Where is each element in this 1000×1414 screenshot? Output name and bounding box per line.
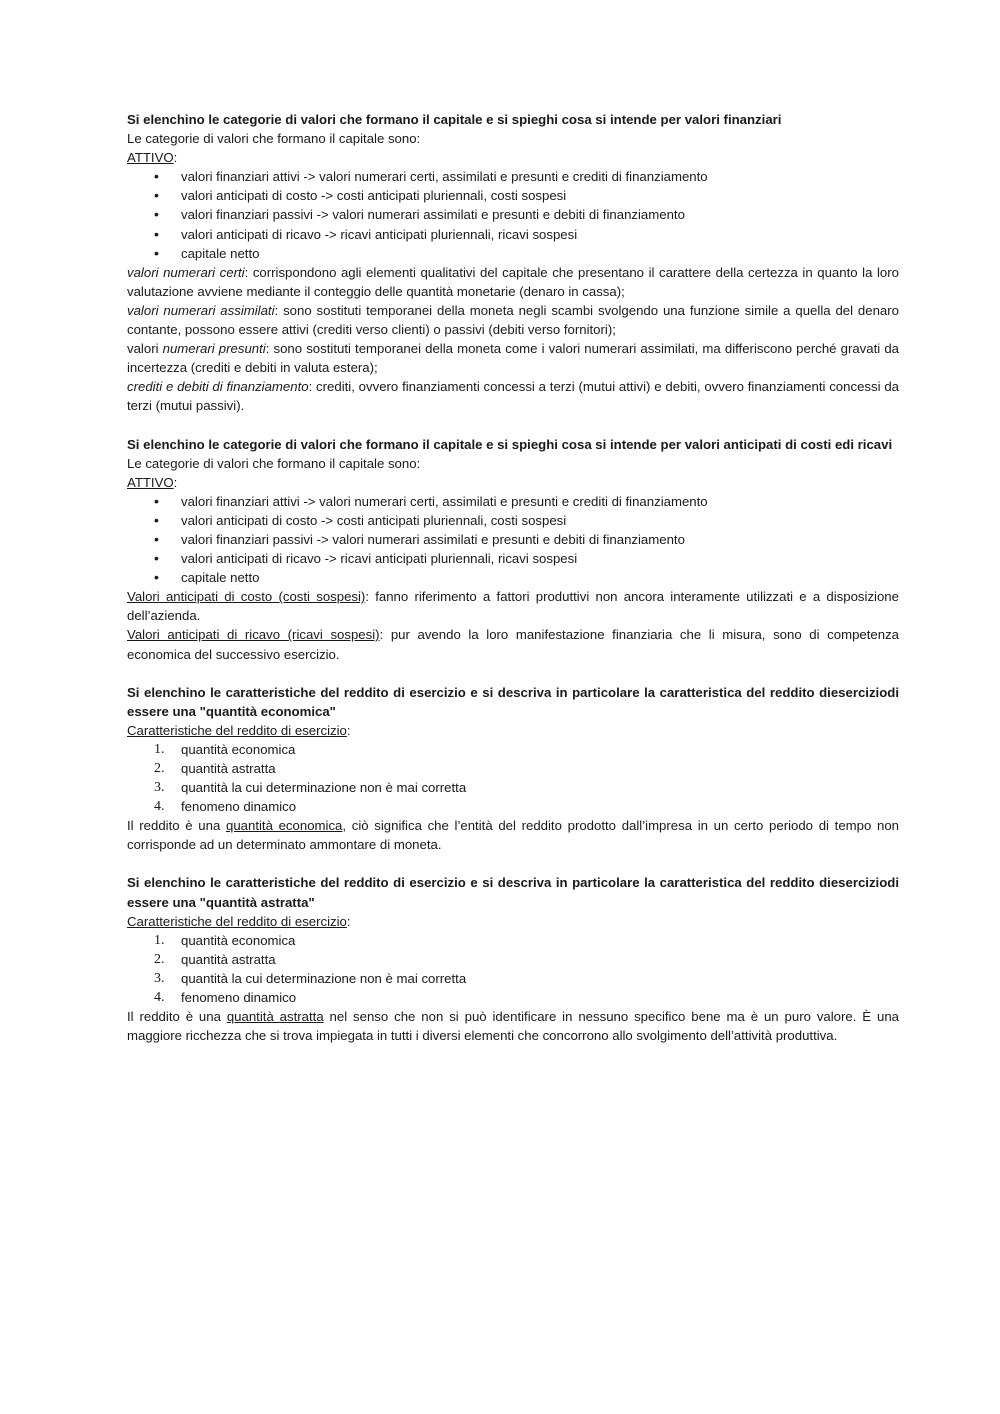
definition-text: : sono sostituti temporanei della moneta come i valori numerari assimilati, ma differiscono perché gravati da incertezza (crediti e debiti in valuta estera); xyxy=(127,341,899,376)
list-item: • valori finanziari passivi -> valori numerari assimilati e presunti e debiti di finanziamento xyxy=(127,205,899,224)
item-number: 2. xyxy=(154,951,165,967)
definition-paragraph xyxy=(127,263,899,301)
body-text: nel senso che non si può identificare in nessuno specifico bene ma è un puro valore. È una maggiore ricchezza che si trova impiegata in tutti i diversi elementi che concorrono allo svolgimento dell’attività produttiva. xyxy=(127,1009,899,1044)
body-text: , ciò significa che l’entità del reddito prodotto dall’impresa in un certo periodo di tempo non corrisponde ad un determinato ammontare di moneta. xyxy=(127,818,899,853)
list-item: • valori anticipati di ricavo -> ricavi anticipati pluriennali, ricavi sospesi xyxy=(127,549,899,568)
body-paragraph xyxy=(127,816,899,854)
definition-term: valori numerari assimilati xyxy=(127,302,275,318)
body-term: quantità economica xyxy=(225,818,343,834)
list-item xyxy=(127,931,899,950)
list-item xyxy=(127,988,899,1007)
body-prefix: Il reddito è una xyxy=(127,1009,227,1025)
question-heading: Si elenchino le categorie di valori che formano il capitale e si spieghi cosa si intende per valori finanziari xyxy=(127,112,782,127)
intro-text: Le categorie di valori che formano il capitale sono: xyxy=(127,455,421,471)
attivo-heading xyxy=(127,148,899,167)
definition-text: : corrispondono agli elementi qualitativi del capitale che presentano il carattere della certezza in quanto la loro valutazione avviene mediante il conteggio delle quantità monetarie (denaro in cassa); xyxy=(127,264,899,299)
bullet-list xyxy=(127,167,899,262)
item-text: fenomeno dinamico xyxy=(181,990,297,1006)
body-term: quantità astratta xyxy=(226,1009,324,1025)
intro-text: Le categorie di valori che formano il capitale sono: xyxy=(127,131,421,147)
list-item xyxy=(127,740,899,759)
colon: : xyxy=(346,913,351,929)
list-item: • capitale netto xyxy=(127,568,899,587)
numbered-list xyxy=(127,740,899,816)
list-item: • valori finanziari attivi -> valori numerari certi, assimilati e presunti e crediti di finanziamento xyxy=(127,167,899,186)
item-number: 2. xyxy=(154,761,165,776)
definition-text: : pur avendo la loro manifestazione finanziaria che li misura, sono di competenza economica del successivo esercizio. xyxy=(127,627,900,662)
list-item: • valori anticipati di ricavo -> ricavi anticipati pluriennali, ricavi sospesi xyxy=(127,225,899,244)
list-item xyxy=(127,759,899,778)
question-heading: Si elenchino le categorie di valori che formano il capitale e si spieghi cosa si intende per valori anticipati di costi edi ricavi xyxy=(127,436,893,452)
attivo-label: ATTIVO xyxy=(127,150,174,166)
section-quantita-economica xyxy=(127,683,899,855)
list-item xyxy=(127,969,899,988)
numbered-list xyxy=(127,931,899,1007)
list-item: • valori anticipati di costo -> costi anticipati pluriennali, costi sospesi xyxy=(127,186,899,205)
item-number: 4. xyxy=(154,990,165,1006)
document-page xyxy=(127,110,899,1064)
definition-term: Valori anticipati di costo (costi sospesi) xyxy=(127,589,366,605)
question-heading: Si elenchino le caratteristiche del reddito di esercizio e si descriva in particolare la caratteristica del reddito dieserciziodi essere una "quantità astratta" xyxy=(127,875,899,910)
list-heading xyxy=(127,721,899,740)
item-number: 1. xyxy=(154,932,165,948)
definition-term: Valori anticipati di ricavo (ricavi sospesi) xyxy=(127,627,380,643)
item-number: 4. xyxy=(154,799,165,815)
attivo-heading xyxy=(127,473,899,492)
body-paragraph xyxy=(127,1007,899,1045)
item-text: quantità astratta xyxy=(181,951,276,967)
list-item: • valori anticipati di costo -> costi anticipati pluriennali, costi sospesi xyxy=(127,511,899,530)
list-label: Caratteristiche del reddito di esercizio xyxy=(127,722,347,738)
question-heading: Si elenchino le caratteristiche del reddito di esercizio e si descriva in particolare la caratteristica del reddito dieserciziodi essere una "quantità economica" xyxy=(127,684,899,719)
definition-paragraph xyxy=(127,587,899,625)
definition-text: : fanno riferimento a fattori produttivi non ancora interamente utilizzati e a disposizione dell’azienda. xyxy=(127,589,899,624)
list-item: • valori finanziari attivi -> valori numerari certi, assimilati e presunti e crediti di finanziamento xyxy=(127,492,899,511)
definition-text: : sono sostituti temporanei della moneta negli scambi svolgendo una funzione simile a quella del denaro contante, possono essere attivi (crediti verso clienti) o passivi (debiti verso fornitori); xyxy=(127,302,899,338)
colon: : xyxy=(173,474,178,490)
definition-paragraph xyxy=(127,625,899,663)
list-item: • valori finanziari passivi -> valori numerari assimilati e presunti e debiti di finanziamento xyxy=(127,530,899,549)
item-text: quantità economica xyxy=(181,741,296,757)
section-quantita-astratta xyxy=(127,873,899,1045)
section-valori-finanziari xyxy=(127,110,899,416)
list-label: Caratteristiche del reddito di esercizio xyxy=(127,913,347,929)
definition-paragraph xyxy=(127,377,899,415)
definition-term: numerari presunti xyxy=(162,341,266,357)
item-number: 3. xyxy=(154,970,165,986)
item-text: quantità astratta xyxy=(181,761,276,776)
item-text: fenomeno dinamico xyxy=(181,799,297,815)
item-text: quantità economica xyxy=(181,932,296,948)
item-text: quantità la cui determinazione non è mai corretta xyxy=(181,780,467,796)
bullet-list xyxy=(127,492,899,587)
colon: : xyxy=(346,722,351,738)
body-prefix: Il reddito è una xyxy=(127,818,226,834)
item-number: 1. xyxy=(154,741,165,757)
definition-text: : crediti, ovvero finanziamenti concessi a terzi (mutui attivi) e debiti, ovvero finanziamenti concessi da terzi (mutui passivi). xyxy=(127,379,899,414)
colon: : xyxy=(173,150,178,166)
list-item xyxy=(127,797,899,816)
item-number: 3. xyxy=(154,780,165,796)
attivo-label: ATTIVO xyxy=(127,474,174,490)
list-item xyxy=(127,950,899,969)
list-item: • capitale netto xyxy=(127,244,899,263)
list-item xyxy=(127,778,899,797)
definition-paragraph xyxy=(127,301,899,339)
item-text: quantità la cui determinazione non è mai corretta xyxy=(181,970,467,986)
definition-paragraph xyxy=(127,339,899,377)
definition-term: crediti e debiti di finanziamento xyxy=(127,379,309,395)
list-heading xyxy=(127,912,899,931)
definition-term: valori numerari certi xyxy=(127,264,245,280)
definition-prefix: valori xyxy=(127,341,163,357)
section-valori-anticipati xyxy=(127,435,899,664)
